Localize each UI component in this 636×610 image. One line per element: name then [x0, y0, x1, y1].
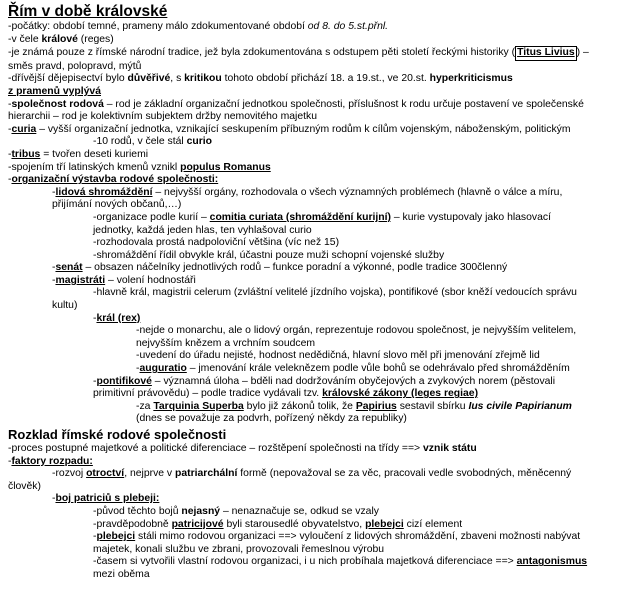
text-segment: -spojením tří latinských kmenů vznikl	[8, 161, 181, 173]
text-segment: -za	[136, 400, 154, 412]
text-segment: , s	[170, 73, 185, 85]
emphasized-text: královské zákony (leges regiae)	[322, 388, 479, 400]
text-line	[0, 325, 636, 338]
emphasized-text: tribus	[11, 148, 41, 160]
emphasized-text: společnost rodová	[11, 98, 104, 110]
text-line	[0, 544, 636, 557]
text-segment: – nejvyšší orgány, rozhodovala o všech významných problémech (hlavně o válce a míru,	[152, 186, 563, 198]
text-line	[0, 531, 636, 544]
text-segment: jednotky, každá jeden hlas, ten vyhlašoval curio	[93, 224, 312, 236]
text-line	[0, 363, 636, 376]
emphasized-text: pontifikové	[96, 375, 152, 387]
text-segment: (dnes se považuje za podvrh, pořízený někdy za republiky)	[136, 413, 407, 425]
emphasized-text: králové	[41, 33, 78, 45]
text-segment: -uvedení do úřadu nejisté, hodnost nedědičná, hlavní slovo měl při jmenování zřejmě lid	[136, 350, 540, 362]
text-segment: bylo již zákonů tolik, že	[243, 400, 356, 412]
text-segment: -původ těchto bojů	[93, 505, 182, 517]
text-line	[0, 376, 636, 389]
text-segment: -rozhodovala prostá nadpoloviční většina (víc než 15)	[93, 237, 340, 249]
emphasized-text: Tarquinia Superba	[153, 400, 244, 412]
text-line	[0, 443, 636, 456]
text-segment: , nejprve v	[124, 468, 176, 480]
text-segment: byli starousedlé obyvatelstvo,	[223, 518, 366, 530]
emphasized-text: curia	[11, 123, 37, 135]
text-segment: -	[52, 262, 56, 274]
emphasized-text: nejasný	[181, 505, 221, 517]
text-line	[0, 99, 636, 112]
text-segment: sestavil sbírku	[396, 400, 469, 412]
text-line	[0, 456, 636, 469]
text-segment: -	[8, 123, 12, 135]
text-segment: přijímání nových občanů,…)	[52, 199, 182, 211]
text-line	[0, 34, 636, 47]
text-segment: -10 rodů, v čele stál	[93, 136, 187, 148]
text-segment: – rod je základní organizační jednotkou společnosti, příslušnost k rodu určuje postavení ve společenské	[103, 98, 584, 110]
text-line	[0, 262, 636, 275]
emphasized-text: hyperkriticismus	[429, 73, 513, 85]
text-line	[0, 275, 636, 288]
text-segment: nejvyšším knězem a vrchním soudcem	[136, 337, 316, 349]
emphasized-text: z pramenů vyplývá	[8, 85, 101, 97]
emphasized-text: senát	[55, 262, 83, 274]
text-segment: – jmenování krále veleknězem podle vůle bohů se odehrávalo před shromážděním	[186, 363, 570, 375]
emphasized-text: od 8. do 5.st.přnl.	[307, 21, 389, 32]
text-line	[0, 212, 636, 225]
text-segment: -počátky: období temné, prameny málo zdokumentované období	[8, 21, 308, 32]
text-segment: -	[136, 363, 140, 375]
emphasized-text: důvěřivé	[127, 73, 171, 85]
text-line	[0, 481, 636, 494]
text-line	[0, 73, 636, 86]
text-line	[0, 162, 636, 175]
emphasized-text: otroctví	[86, 468, 125, 480]
emphasized-text: plebejci	[365, 518, 404, 530]
text-line	[0, 519, 636, 532]
text-segment: hierarchii – rod je kolektivním subjektem držby nemovitého majetku	[8, 111, 317, 123]
emphasized-text: Titus Livius	[515, 46, 577, 61]
emphasized-text: kritikou	[184, 73, 222, 85]
text-segment: -rozvoj	[52, 468, 87, 480]
text-segment: -dřívější dějepisectví bylo	[8, 73, 128, 85]
text-line	[0, 300, 636, 313]
emphasized-text: král (rex)	[96, 312, 141, 324]
text-segment: -hlavně král, magistrii celerum (zvláštní velitelé jízdního vojska), pontifikové (sbor kněží vedoucích správu	[93, 287, 577, 299]
text-segment: -je známá pouze z římské národní tradice, jež byla zdokumentována s odstupem pěti století řeckými historiky (	[8, 47, 516, 59]
text-segment: -	[93, 312, 97, 324]
text-segment: -	[93, 531, 97, 543]
text-line	[0, 556, 636, 569]
text-line	[0, 111, 636, 124]
text-segment: kultu)	[52, 300, 78, 312]
emphasized-text: organizační výstavba rodové společnosti:	[11, 174, 219, 186]
text-line	[0, 225, 636, 238]
text-segment: -pravděpodobně	[93, 518, 172, 530]
text-segment: – vyšší organizační jednotka, vznikající seskupením příbuzným rodům k cílům vojenským, náboženským, politickým	[36, 123, 571, 135]
text-segment: -	[52, 274, 56, 286]
text-segment: -organizace podle kurií –	[93, 211, 210, 223]
emphasized-text: plebejci	[96, 531, 136, 543]
emphasized-text: auguratio	[139, 363, 187, 375]
text-line	[0, 86, 636, 99]
text-line	[0, 493, 636, 506]
text-line	[0, 187, 636, 200]
text-line	[0, 136, 636, 149]
text-segment: = tvořen deseti kuriemi	[40, 148, 149, 160]
emphasized-text: boj patriciů s plebeji:	[55, 493, 160, 505]
text-segment: -	[8, 98, 12, 110]
text-segment: -	[8, 148, 12, 160]
text-segment: směs pravd, polopravd, mýtů	[8, 60, 142, 72]
text-line	[0, 199, 636, 212]
text-segment: -proces postupné majetkové a politické diferenciace – rozštěpení společnosti na třídy ==>	[8, 443, 423, 454]
text-segment: -shromáždění řídil obvykle král, účastni pouze muži schopní vojenské služby	[93, 249, 445, 261]
text-segment: – nenaznačuje se, odkud se vzaly	[220, 505, 379, 517]
text-segment: primitivní právovědu) – podle tradice vydávali tzv.	[93, 388, 323, 400]
emphasized-text: patriarchální	[175, 468, 238, 480]
text-segment: -časem si vytvořili vlastní rodovou organizaci, i u nich probíhala majetková diferenciace ==>	[93, 556, 517, 568]
emphasized-text: Papirius	[355, 400, 397, 412]
text-line	[0, 506, 636, 519]
text-segment: formě (nepovažoval se za věc, pracovali vedle svobodných, měněcenný	[237, 468, 572, 480]
text-segment: – významná úloha – bděli nad dodržováním obyčejových a zvykových norem (pěstovali	[151, 375, 556, 387]
text-line	[0, 468, 636, 481]
text-line	[0, 338, 636, 351]
text-segment: -	[8, 174, 12, 186]
emphasized-text: populus Romanus	[180, 161, 271, 173]
text-line	[0, 350, 636, 363]
emphasized-text: curio	[186, 136, 212, 148]
emphasized-text: comitia curiata (shromáždění kurijní)	[209, 211, 391, 223]
text-segment: (reges)	[77, 33, 114, 45]
text-line	[0, 124, 636, 137]
text-line	[0, 237, 636, 250]
emphasized-text: Ius civile Papirianum	[468, 400, 572, 412]
text-segment: mezi oběma	[93, 568, 150, 580]
text-segment: cizí element	[403, 518, 463, 530]
text-segment: – obsazen náčelníky jednotlivých rodů – funkce poradní a výkonné, podle tradice 300členný	[82, 262, 508, 274]
emphasized-text: magistráti	[55, 274, 106, 286]
text-segment: majetek, konali službu ve zbrani, provozovali řemeslnou výrobu	[93, 543, 385, 555]
text-line	[0, 569, 636, 582]
document-title: Řím v době královské	[8, 3, 168, 20]
text-line	[0, 174, 636, 187]
text-segment: -	[52, 186, 56, 198]
text-line	[0, 313, 636, 326]
section-decline	[0, 443, 636, 582]
text-segment: – kurie vystupovaly jako hlasovací	[390, 211, 551, 223]
text-segment: -	[93, 375, 97, 387]
text-line	[0, 61, 636, 74]
text-segment: tohoto období přichází 18. a 19.st., ve 20.st.	[221, 73, 430, 85]
text-segment: -	[8, 455, 12, 467]
emphasized-text: antagonismus	[516, 556, 588, 568]
text-segment: člověk)	[8, 480, 41, 492]
emphasized-text: lidová shromáždění	[55, 186, 153, 198]
text-line	[0, 46, 636, 61]
emphasized-text: patricijové	[171, 518, 224, 530]
text-line	[0, 401, 636, 414]
emphasized-text: faktory rozpadu:	[11, 455, 93, 467]
text-line	[0, 149, 636, 162]
text-line	[0, 287, 636, 300]
text-line	[0, 388, 636, 401]
text-line	[0, 413, 636, 426]
section-heading: Rozklad římské rodové společnosti	[8, 427, 227, 442]
text-segment: -v čele	[8, 33, 42, 45]
text-segment: stáli mimo rodovou organizaci ==> vyloučení z lidových shromáždění, zbaveni možnosti nabývat	[135, 531, 581, 543]
text-segment: -nejde o monarchu, ale o lidový orgán, reprezentuje rodovou společnost, je nejvyšším velitelem,	[136, 325, 577, 337]
section-royal-period	[0, 21, 636, 426]
emphasized-text: vznik státu	[423, 443, 477, 454]
text-segment: ) –	[576, 47, 589, 59]
text-line	[0, 250, 636, 263]
text-line	[0, 21, 636, 34]
text-segment: -	[52, 493, 56, 505]
text-segment: – volení hodnostáři	[105, 274, 196, 286]
